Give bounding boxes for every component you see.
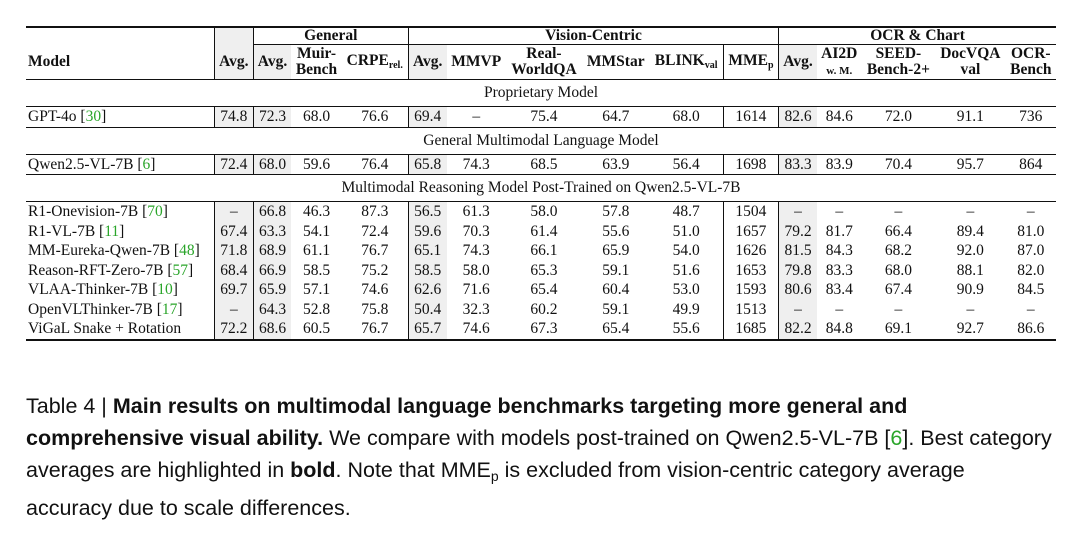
cell-mme: 1657 [723,222,778,242]
cell-docvqa: 92.7 [935,319,1005,340]
cell-vision-avg: 65.1 [408,241,446,261]
cell-docvqa: – [966,300,975,318]
table-caption: Table 4 | Main results on multimodal language benchmarks targeting more general and comprehensive visual ability. We compare with models post-trained on Qwen2.5-VL-7B [6]. Best category averages are highlighted in bold. Note that MMEp is excluded from vision-centric category average accuracy due to scale differences. [26,394,1052,520]
cell-seedbench: 69.1 [862,319,935,340]
cell-mmstar: 59.1 [602,261,630,279]
cell-blink: 49.9 [672,300,700,318]
header-general-avg: Avg. [253,45,291,80]
section-header-row [26,80,1056,107]
cell-general-avg: 68.6 [253,319,291,340]
cell-ocrbench: 86.6 [1006,319,1056,340]
cell-ocr-avg: 80.6 [779,280,817,300]
cell-ocr-avg: – [779,300,817,320]
section-title: Proprietary Model [26,80,1056,107]
cell-ocrbench: 81.0 [1017,222,1045,240]
table-row [26,241,1056,261]
cell-vision-avg: 69.4 [408,107,446,128]
header-ocrbench: OCR- Bench [1010,44,1052,78]
table-row [26,280,1056,300]
cell-realworldqa: 65.3 [530,261,558,279]
cell-ocrbench: 736 [1006,107,1056,128]
header-group-row [26,27,1056,45]
section-title: Multimodal Reasoning Model Post-Trained on Qwen2.5-VL-7B [26,175,1056,202]
cell-realworldqa: 66.1 [530,242,558,259]
model-name: GPT-4o [30] [26,107,214,128]
caption-title: Main results on multimodal language benchmarks targeting more general and comprehensive visual ability. [26,394,908,450]
cell-overall-avg: 74.8 [214,107,253,128]
cell-realworldqa: 60.2 [530,300,558,318]
header-blink: BLINKval [654,51,718,71]
cell-mme: 1626 [723,241,778,261]
cell-muirbench: 59.6 [291,154,341,175]
cell-general-avg: 64.3 [253,300,291,320]
cell-mme: 1698 [723,154,778,175]
cell-general-avg: 68.9 [253,241,291,261]
cell-mmvp: – [447,107,506,128]
cell-ocr-avg: 82.6 [779,107,817,128]
cell-mmstar: 65.4 [582,319,650,340]
cell-vision-avg: 56.5 [408,202,446,222]
cell-ai2d: 83.3 [825,261,853,279]
cell-seedbench: 66.4 [884,222,912,240]
cell-overall-avg: 71.8 [214,241,253,261]
cell-mme: 1593 [723,280,778,300]
citation-link[interactable]: 70 [147,203,163,220]
cell-docvqa: 88.1 [956,261,984,279]
cell-ai2d: 84.3 [825,242,853,259]
cell-ocrbench: 82.0 [1017,261,1045,279]
citation-link[interactable]: 11 [104,222,120,240]
cell-seedbench: 72.0 [862,107,935,128]
cell-blink: 51.0 [672,222,700,240]
caption-label: Table 4 | [26,394,113,418]
cell-ocrbench: 84.5 [1017,281,1045,298]
table-row [26,300,1056,320]
cell-muirbench: 58.5 [302,261,331,279]
cell-seedbench: 70.4 [862,154,935,175]
cell-crpe: 75.8 [361,300,389,318]
citation-link[interactable]: 10 [157,281,173,298]
table-row [26,319,1056,340]
cell-crpe: 76.4 [342,154,409,175]
table-row [26,202,1056,222]
cell-mmstar: 63.9 [582,154,650,175]
cell-docvqa: 92.0 [956,242,984,259]
section-title: General Multimodal Language Model [26,127,1056,154]
cell-mmvp: 70.3 [462,222,490,240]
cell-muirbench: 57.1 [302,281,331,298]
cell-ai2d: 84.6 [817,107,862,128]
cell-vision-avg: 59.6 [408,222,446,242]
cell-mmvp: 74.6 [447,319,506,340]
cell-ai2d: 81.7 [825,222,853,240]
model-name: R1-VL-7B [11] [28,222,125,240]
cell-vision-avg: 50.4 [408,300,446,320]
cell-muirbench: 52.8 [302,300,331,318]
cell-overall-avg: 69.7 [214,280,253,300]
cell-docvqa: 91.1 [935,107,1005,128]
cell-docvqa: 95.7 [935,154,1005,175]
section-header-row [26,175,1056,202]
cell-mme: 1614 [723,107,778,128]
cell-ocr-avg: 82.2 [779,319,817,340]
caption-citation[interactable]: 6 [890,426,903,450]
cell-blink: 54.0 [672,242,700,259]
cell-mmstar: 65.9 [602,242,630,259]
model-name: R1-Onevision-7B [70] [26,202,214,222]
header-overall-avg: Avg. [214,45,253,80]
cell-mmstar: 59.1 [602,300,630,318]
cell-general-avg: 65.9 [253,280,291,300]
cell-mmstar: 57.8 [582,202,650,222]
cell-ocr-avg: 79.8 [779,261,817,281]
cell-ai2d: – [817,202,862,222]
cell-crpe: 76.7 [342,319,409,340]
section-header-row [26,127,1056,154]
header-docvqa: DocVQA val [940,44,1001,78]
cell-overall-avg: – [214,202,253,222]
cell-realworldqa: 61.4 [530,222,558,240]
cell-crpe: 87.3 [342,202,409,222]
citation-link[interactable]: 17 [161,300,178,318]
model-name: Qwen2.5-VL-7B [6] [26,154,214,175]
model-name: Reason-RFT-Zero-7B [57] [28,261,194,279]
cell-docvqa: 90.9 [956,281,984,298]
cell-muirbench: 61.1 [302,242,331,259]
cell-mmvp: 32.3 [462,300,490,318]
cell-mme: 1513 [723,300,778,320]
header-mmvp: MMVP [451,52,502,70]
cell-vision-avg: 58.5 [408,261,446,281]
cell-ocrbench: 864 [1006,154,1056,175]
model-name: ViGaL Snake + Rotation [26,319,214,340]
cell-ai2d: 83.9 [817,154,862,175]
group-ocr-chart: OCR & Chart [779,27,1056,45]
cell-overall-avg: 72.4 [214,154,253,175]
header-column-row [26,45,1056,80]
cell-seedbench: – [894,300,903,318]
cell-realworldqa: 65.4 [530,281,558,298]
cell-mmvp: 71.6 [462,281,490,298]
cell-blink: 55.6 [650,319,724,340]
header-muirbench: Muir- Bench [295,44,338,78]
table-row [26,222,1056,242]
group-vision-centric: Vision-Centric [408,27,778,45]
cell-docvqa: – [935,202,1005,222]
cell-blink: 56.4 [650,154,724,175]
cell-mmvp: 61.3 [447,202,506,222]
model-name: MM-Eureka-Qwen-7B [48] [28,242,200,259]
citation-link[interactable]: 48 [179,242,195,259]
cell-ocrbench: – [1006,202,1056,222]
header-model: Model [28,52,71,70]
model-name: OpenVLThinker-7B [17] [28,300,183,318]
cell-realworldqa: 68.5 [506,154,582,175]
cell-docvqa: 89.4 [956,222,984,240]
cell-blink: 53.0 [672,281,700,298]
cell-overall-avg: 68.4 [214,261,253,281]
cell-overall-avg: – [214,300,253,320]
table-row [26,107,1056,128]
cell-general-avg: 66.8 [253,202,291,222]
cell-general-avg: 66.9 [253,261,291,281]
cell-vision-avg: 65.8 [408,154,446,175]
cell-mmstar: 64.7 [582,107,650,128]
cell-muirbench: 60.5 [291,319,341,340]
cell-mme: 1504 [723,202,778,222]
cell-blink: 68.0 [650,107,724,128]
cell-realworldqa: 58.0 [506,202,582,222]
cell-ai2d: 83.4 [825,281,853,298]
cell-mmvp: 74.3 [462,242,490,259]
cell-mmvp: 58.0 [462,261,490,279]
group-general: General [253,27,408,45]
cell-ocr-avg: 79.2 [779,222,817,242]
cell-vision-avg: 65.7 [408,319,446,340]
cell-realworldqa: 67.3 [506,319,582,340]
cell-overall-avg: 72.2 [214,319,253,340]
citation-link[interactable]: 6 [142,155,151,173]
cell-blink: 51.6 [672,261,700,279]
cell-crpe: 76.6 [342,107,409,128]
citation-link[interactable]: 30 [85,108,102,125]
cell-seedbench: 68.2 [884,242,912,259]
cell-blink: 48.7 [650,202,724,222]
cell-mmstar: 55.6 [602,222,630,240]
cell-seedbench: – [862,202,935,222]
cell-mmvp: 74.3 [447,154,506,175]
cell-ocrbench: – [1026,300,1035,318]
cell-ocr-avg: – [779,202,817,222]
cell-ocr-avg: 83.3 [779,154,817,175]
cell-muirbench: 68.0 [291,107,341,128]
cell-mme: 1653 [723,261,778,281]
header-crpe: CRPErel. [346,51,403,71]
cell-mme: 1685 [723,319,778,340]
cell-general-avg: 63.3 [253,222,291,242]
header-ocr-avg: Avg. [779,45,817,80]
cell-crpe: 74.6 [361,281,389,298]
cell-realworldqa: 75.4 [506,107,582,128]
header-vision-avg: Avg. [408,45,446,80]
header-mme: MMEp [723,45,778,80]
cell-seedbench: 68.0 [884,261,912,279]
cell-general-avg: 68.0 [253,154,291,175]
header-mmstar: MMStar [586,52,645,70]
cell-ai2d: – [835,300,844,318]
cell-seedbench: 67.4 [884,281,912,298]
cell-mmstar: 60.4 [602,281,630,298]
header-realworldqa: Real- WorldQA [511,44,577,78]
cell-muirbench: 46.3 [291,202,341,222]
cell-crpe: 76.7 [361,242,389,259]
results-table [26,26,1056,341]
table-row [26,154,1056,175]
table-body [26,80,1056,340]
header-seedbench: SEED- Bench-2+ [866,44,930,78]
model-name: VLAA-Thinker-7B [10] [28,281,178,298]
cell-crpe: 72.4 [361,222,389,240]
cell-general-avg: 72.3 [253,107,291,128]
cell-ocrbench: 87.0 [1017,242,1045,259]
citation-link[interactable]: 57 [172,261,189,279]
header-ai2d: AI2D w. M. [821,44,858,77]
cell-crpe: 75.2 [361,261,389,279]
cell-vision-avg: 62.6 [408,280,446,300]
cell-ocr-avg: 81.5 [779,241,817,261]
cell-muirbench: 54.1 [302,222,331,240]
cell-ai2d: 84.8 [817,319,862,340]
cell-overall-avg: 67.4 [214,222,253,242]
table-row [26,261,1056,281]
